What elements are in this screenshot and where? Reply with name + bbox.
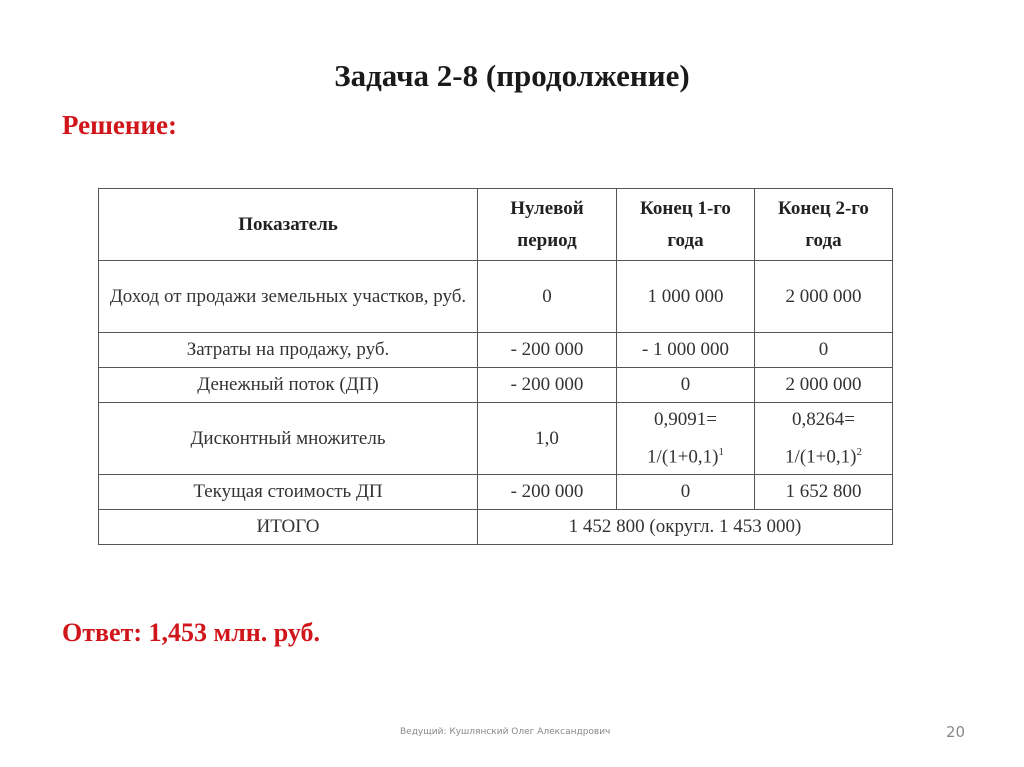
formula-base: 1/(1+0,1) xyxy=(785,446,857,468)
row-label: Текущая стоимость ДП xyxy=(99,475,478,510)
discount-formula xyxy=(761,436,886,473)
cell-value: 0 xyxy=(617,368,755,403)
cell-value: 1 000 000 xyxy=(617,261,755,333)
cell-value: 0 xyxy=(755,333,893,368)
solution-label: Решение: xyxy=(62,110,177,140)
cell-value: - 200 000 xyxy=(478,333,617,368)
cell-value xyxy=(755,403,893,475)
cell-value: - 200 000 xyxy=(478,475,617,510)
table-total-row xyxy=(99,510,893,545)
cell-value: - 200 000 xyxy=(478,368,617,403)
table-row xyxy=(99,368,893,403)
table-row xyxy=(99,261,893,333)
row-label: Дисконтный множитель xyxy=(99,403,478,475)
header-indicator: Показатель xyxy=(99,189,478,261)
cell-value: - 1 000 000 xyxy=(617,333,755,368)
cash-flow-table xyxy=(98,188,893,545)
formula-exponent: 2 xyxy=(856,445,862,458)
header-zero-period: Нулевой период xyxy=(478,189,617,261)
header-end-year-1: Конец 1-го года xyxy=(617,189,755,261)
cell-value: 1,0 xyxy=(478,403,617,475)
page-number: 20 xyxy=(946,723,966,741)
cell-value: 2 000 000 xyxy=(755,368,893,403)
row-label: Доход от продажи земельных участков, руб. xyxy=(99,261,478,333)
answer-text: Ответ: 1,453 млн. руб. xyxy=(62,618,321,647)
formula-exponent: 1 xyxy=(718,445,724,458)
cell-value: 0 xyxy=(617,475,755,510)
total-label: ИТОГО xyxy=(99,510,478,545)
row-label: Денежный поток (ДП) xyxy=(99,368,478,403)
cell-value: 0 xyxy=(478,261,617,333)
cell-value xyxy=(617,403,755,475)
discount-value: 0,8264= xyxy=(792,408,855,430)
row-label: Затраты на продажу, руб. xyxy=(99,333,478,368)
table-row xyxy=(99,475,893,510)
table-row xyxy=(99,333,893,368)
slide-title: Задача 2-8 (продолжение) xyxy=(334,58,690,93)
discount-formula xyxy=(623,436,748,473)
discount-value: 0,9091= xyxy=(654,408,717,430)
cell-value: 1 652 800 xyxy=(755,475,893,510)
table-header-row xyxy=(99,189,893,261)
table-row xyxy=(99,403,893,475)
total-value: 1 452 800 (округл. 1 453 000) xyxy=(478,510,893,545)
formula-base: 1/(1+0,1) xyxy=(647,446,719,468)
header-end-year-2: Конец 2-го года xyxy=(755,189,893,261)
cell-value: 2 000 000 xyxy=(755,261,893,333)
footer-presenter: Ведущий: Кушлянский Олег Александрович xyxy=(400,727,611,737)
